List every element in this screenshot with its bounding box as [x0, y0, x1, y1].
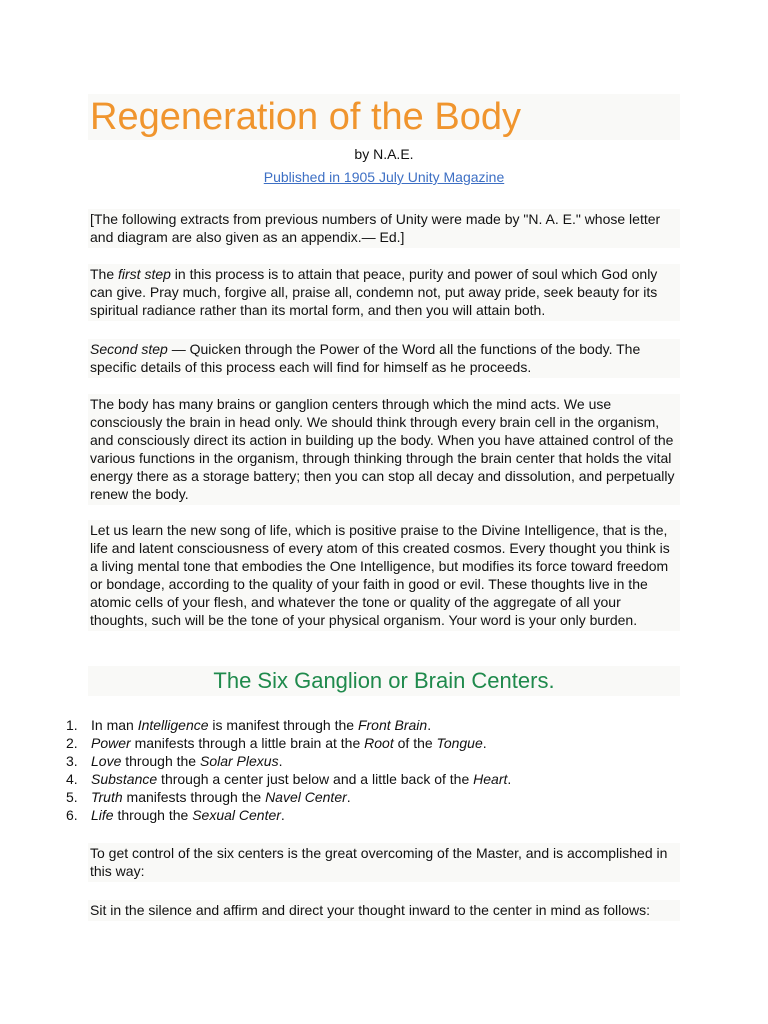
- song-paragraph: Let us learn the new song of life, which is positive praise to the Divine Intelligence, that is the, life and latent consciousness of every atom of this created cosmos. Every thought you think is a living mental tone that embodies the One Intelligence, but modifies its force toward freedom or bondage, according to the quality of your faith in good or evil. These thoughts live in the atomic cells of your flesh, and whatever the tone or quality of the aggregate of all your thoughts, such will be the tone of your physical organism. Your word is your only burden.: [88, 520, 680, 631]
- second-step-paragraph: Second step — Quicken through the Power of the Word all the functions of the body. The specific details of this process each will find for himself as he proceeds.: [88, 339, 680, 378]
- section-title: The Six Ganglion or Brain Centers.: [88, 666, 680, 696]
- first-step-paragraph: The first step in this process is to attain that peace, purity and power of soul which God only can give. Pray much, forgive all, praise all, condemn not, put away pride, seek beauty for its spiritual radiance rather than its mortal form, and then you will attain both.: [88, 264, 680, 321]
- byline: by N.A.E.: [354, 146, 414, 162]
- intro-note: [The following extracts from previous numbers of Unity were made by "N. A. E." whose letter and diagram are also given as an appendix.— Ed.]: [88, 209, 680, 248]
- brain-centers-list: [0, 716, 768, 824]
- list-item: 3. Love through the Solar Plexus.: [66, 753, 283, 769]
- list-item: 5. Truth manifests through the Navel Center.: [66, 789, 351, 805]
- second-step-emphasis: Second step: [90, 341, 168, 357]
- publication-link[interactable]: Published in 1905 July Unity Magazine: [263, 169, 505, 185]
- first-step-emphasis: first step: [118, 266, 171, 282]
- brains-paragraph: The body has many brains or ganglion centers through which the mind acts. We use consciously the brain in head only. We should think through every brain cell in the organism, and consciously direct its action in building up the body. When you have attained control of the various functions in the organism, through thinking through the brain center that holds the vital energy there as a storage battery; then you can stop all decay and dissolution, and perpetually renew the body.: [88, 394, 680, 505]
- list-item: 1. In man Intelligence is manifest through the Front Brain.: [66, 717, 432, 733]
- page-title: Regeneration of the Body: [88, 94, 680, 140]
- silence-paragraph: Sit in the silence and affirm and direct your thought inward to the center in mind as follows:: [88, 900, 680, 921]
- list-item: 2. Power manifests through a little brain at the Root of the Tongue.: [66, 735, 487, 751]
- list-item: 6. Life through the Sexual Center.: [66, 807, 285, 823]
- list-item: 4. Substance through a center just below and a little back of the Heart.: [66, 771, 512, 787]
- control-paragraph: To get control of the six centers is the great overcoming of the Master, and is accomplished in this way:: [88, 843, 680, 882]
